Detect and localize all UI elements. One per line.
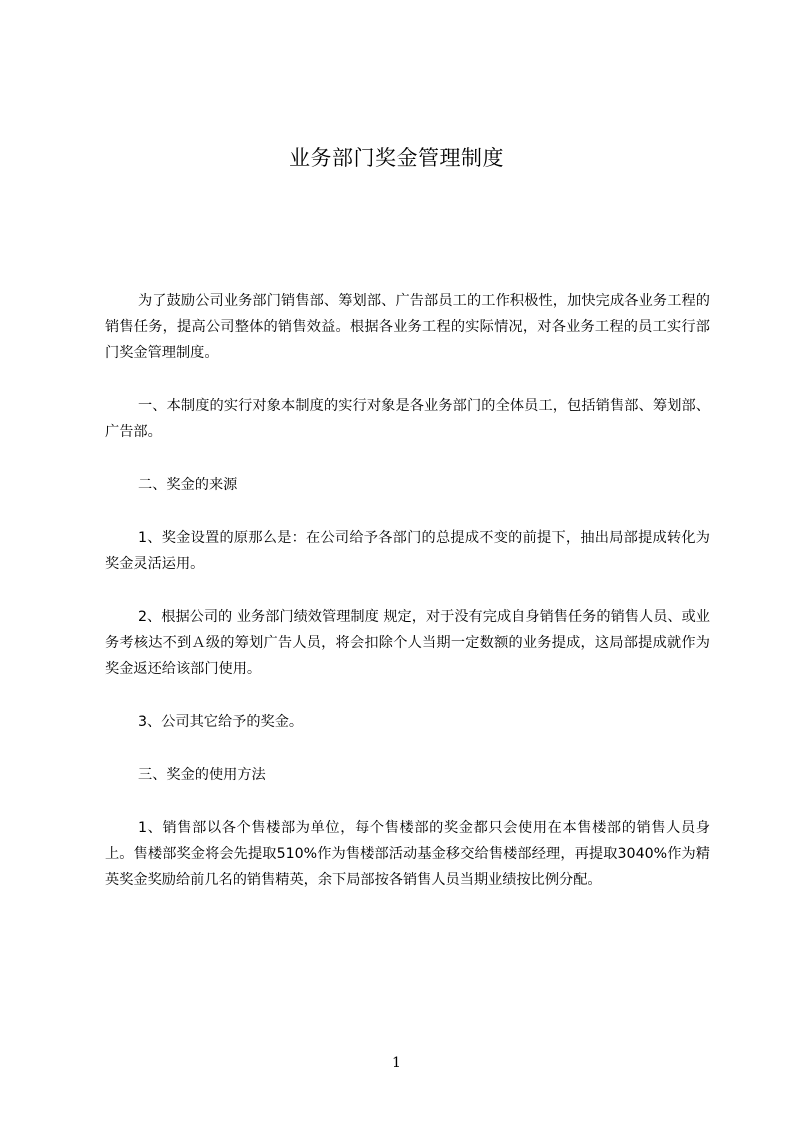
paragraph-2-2: 2、根据公司的 业务部门绩效管理制度 规定，对于没有完成自身销售任务的销售人员、或业务考核达不到Ａ级的筹划广告人员，将会扣除个人当期一定数额的业务提成，这局部提成就作为奖金返还给该部门使用。 [105, 609, 710, 677]
paragraph-2-1: 1、奖金设置的原那么是：在公司给予各部门的总提成不变的前提下，抽出局部提成转化为奖金灵活运用。 [105, 530, 710, 572]
paragraph-intro: 为了鼓励公司业务部门销售部、筹划部、广告部员工的工作积极性，加快完成各业务工程的销售任务，提高公司整体的销售效益。根据各业务工程的实际情况，对各业务工程的员工实行部门奖金管理制度。 [105, 293, 710, 361]
page-number: 1 [392, 1055, 401, 1071]
document-title: 业务部门奖金管理制度 [289, 146, 504, 170]
paragraph-section-1: 一、本制度的实行对象本制度的实行对象是各业务部门的全体员工，包括销售部、筹划部、广告部。 [105, 398, 710, 440]
document-body [105, 288, 710, 920]
paragraph-2-3: 3、公司其它给予的奖金。 [138, 714, 304, 730]
heading-section-3: 三、奖金的使用方法 [138, 767, 266, 783]
heading-section-2: 二、奖金的来源 [138, 477, 238, 493]
paragraph-3-1: 1、销售部以各个售楼部为单位，每个售楼部的奖金都只会使用在本售楼部的销售人员身上。售楼部奖金将会先提取510%作为售楼部活动基金移交给售楼部经理，再提取3040%作为精英奖金奖励给前几名的销售精英，余下局部按各销售人员当期业绩按比例分配。 [105, 820, 710, 888]
